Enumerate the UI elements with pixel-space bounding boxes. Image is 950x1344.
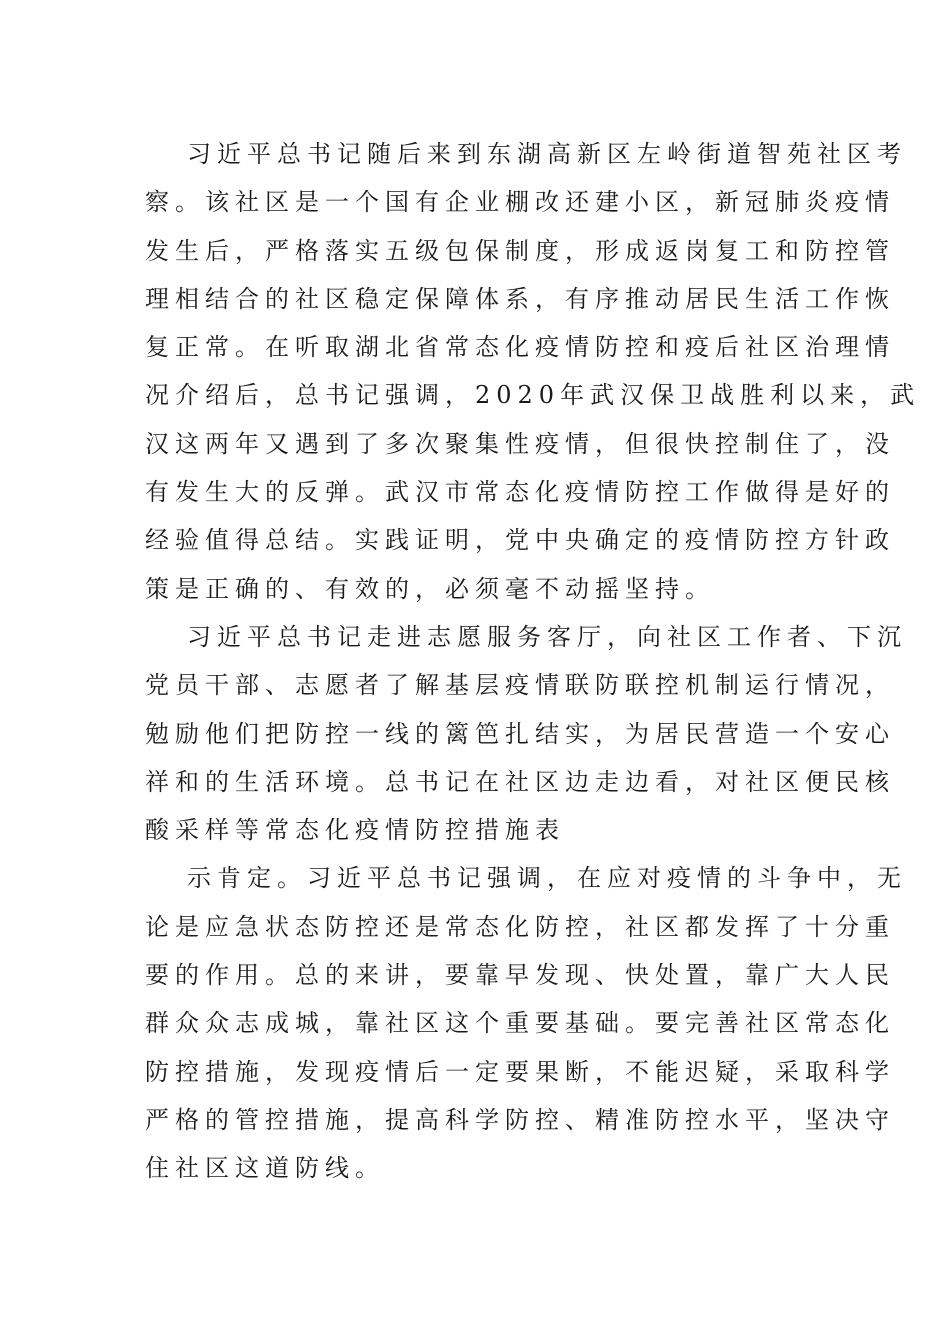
text-line: 复正常。在听取湖北省常态化疫情防控和疫后社区治理情 [145, 333, 895, 362]
paragraph-2 [145, 613, 907, 854]
text-line: 住社区这道防线。 [145, 1154, 385, 1183]
text-line: 策是正确的、有效的，必须毫不动摇坚持。 [145, 574, 715, 603]
text-line: 有发生大的反弹。武汉市常态化疫情防控工作做得是好的 [145, 478, 895, 507]
text-line: 群众众志成城，靠社区这个重要基础。要完善社区常态化 [145, 1009, 895, 1038]
text-line: 党员干部、志愿者了解基层疫情联防联控机制运行情况， [145, 671, 895, 700]
paragraph-3 [145, 854, 907, 1192]
document-body [145, 130, 921, 1193]
text-line: 汉这两年又遇到了多次聚集性疫情，但很快控制住了，没 [145, 429, 895, 458]
text-line: 发生后，严格落实五级包保制度，形成返岗复工和防控管 [145, 236, 895, 265]
text-line: 酸采样等常态化疫情防控措施表 [145, 816, 565, 845]
text-line: 经验值得总结。实践证明，党中央确定的疫情防控方针政 [145, 526, 895, 555]
text-line: 况介绍后，总书记强调，2020年武汉保卫战胜利以来，武 [145, 381, 921, 410]
text-line: 示肯定。习近平总书记强调，在应对疫情的斗争中，无 [187, 864, 907, 893]
text-line: 理相结合的社区稳定保障体系，有序推动居民生活工作恢 [145, 284, 895, 313]
text-line: 察。该社区是一个国有企业棚改还建小区，新冠肺炎疫情 [145, 188, 895, 217]
text-line: 防控措施，发现疫情后一定要果断，不能迟疑，采取科学 [145, 1057, 895, 1086]
paragraph-1 [145, 130, 921, 613]
text-line: 习近平总书记随后来到东湖高新区左岭街道智苑社区考 [187, 140, 907, 168]
text-line: 勉励他们把防控一线的篱笆扎结实，为居民营造一个安心 [145, 719, 895, 748]
text-line: 祥和的生活环境。总书记在社区边走边看，对社区便民核 [145, 767, 895, 796]
text-line: 论是应急状态防控还是常态化防控，社区都发挥了十分重 [145, 912, 895, 941]
text-line: 要的作用。总的来讲，要靠早发现、快处置，靠广大人民 [145, 961, 895, 990]
text-line: 习近平总书记走进志愿服务客厅，向社区工作者、下沉 [187, 622, 907, 651]
text-line: 严格的管控措施，提高科学防控、精准防控水平，坚决守 [145, 1105, 895, 1134]
